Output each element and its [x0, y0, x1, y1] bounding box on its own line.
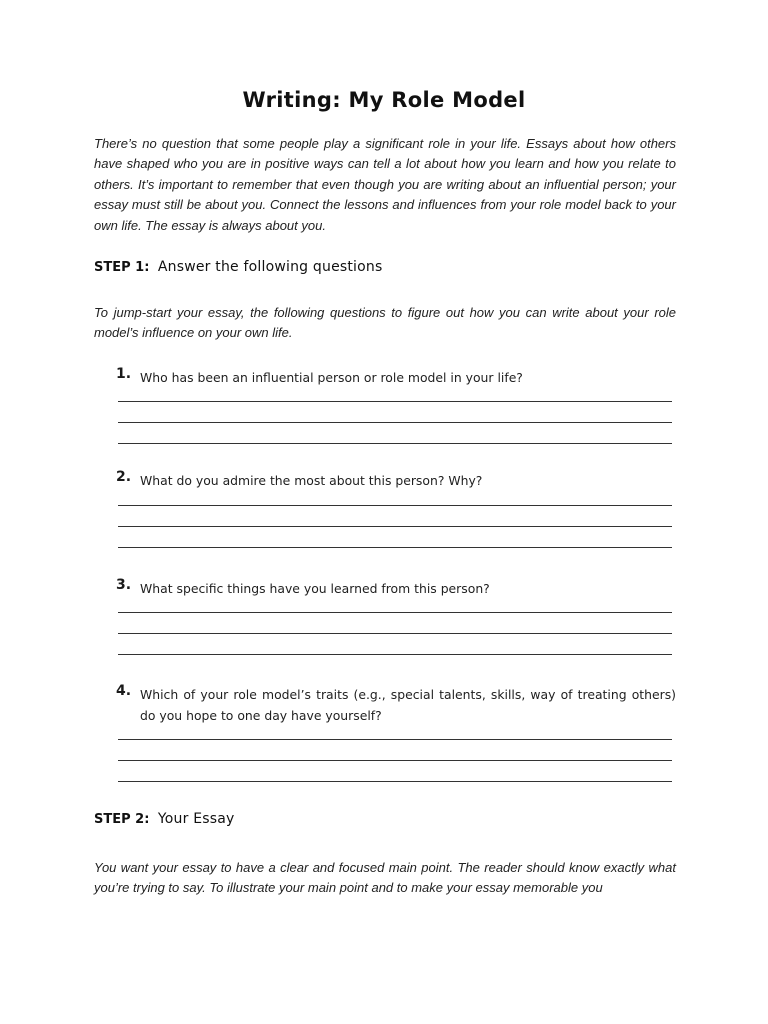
intro-paragraph: There’s no question that some people play a significant role in your life. Essays about how others have shaped who you are in positive ways can tell a lot about how you learn and how you relate to others. It’s important to remember that even though you are writing about an influential person; your essay must still be about you. Connect the lessons and influences from your role model back to your own life. The essay is always about you. — [94, 136, 676, 233]
step2-separator: : — [144, 812, 150, 827]
answer-line-1a[interactable] — [118, 401, 672, 402]
step1-separator: : — [144, 260, 150, 275]
answer-line-4b[interactable] — [118, 760, 672, 761]
step1-title: Answer the following questions — [157, 259, 383, 275]
answer-line-1b[interactable] — [118, 422, 672, 423]
answer-line-4a[interactable] — [118, 739, 672, 740]
step2-label: STEP 2 — [94, 812, 145, 827]
answer-line-2a[interactable] — [118, 505, 672, 506]
question-2-text: What do you admire the most about this person? Why? — [140, 473, 483, 488]
step1-heading — [94, 259, 382, 275]
answer-line-2b[interactable] — [118, 526, 672, 527]
step1-label: STEP 1 — [94, 260, 145, 275]
step2-heading — [94, 811, 235, 827]
question-1-number: 1. — [116, 366, 132, 382]
step2-title: Your Essay — [157, 811, 235, 827]
question-3-text: What specific things have you learned from this person? — [140, 581, 490, 596]
answer-line-3c[interactable] — [118, 654, 672, 655]
question-3-number: 3. — [116, 577, 132, 593]
page-title: Writing: My Role Model — [242, 88, 526, 112]
answer-line-4c[interactable] — [118, 781, 672, 782]
question-2-number: 2. — [116, 469, 132, 485]
step2-intro-paragraph: You want your essay to have a clear and focused main point. The reader should know exactly what you’re trying to say. To illustrate your main point and to make your essay memorable you — [94, 860, 676, 896]
question-1-text: Who has been an influential person or role model in your life? — [140, 370, 523, 385]
step1-intro-paragraph: To jump-start your essay, the following questions to figure out how you can write about your role model’s influence on your own life. — [94, 305, 676, 341]
answer-line-3a[interactable] — [118, 612, 672, 613]
question-4-text: Which of your role model’s traits (e.g., special talents, skills, way of treating others) do you hope to one day have yourself? — [140, 687, 676, 723]
answer-line-2c[interactable] — [118, 547, 672, 548]
question-4-number: 4. — [116, 683, 132, 699]
answer-line-3b[interactable] — [118, 633, 672, 634]
answer-line-1c[interactable] — [118, 443, 672, 444]
